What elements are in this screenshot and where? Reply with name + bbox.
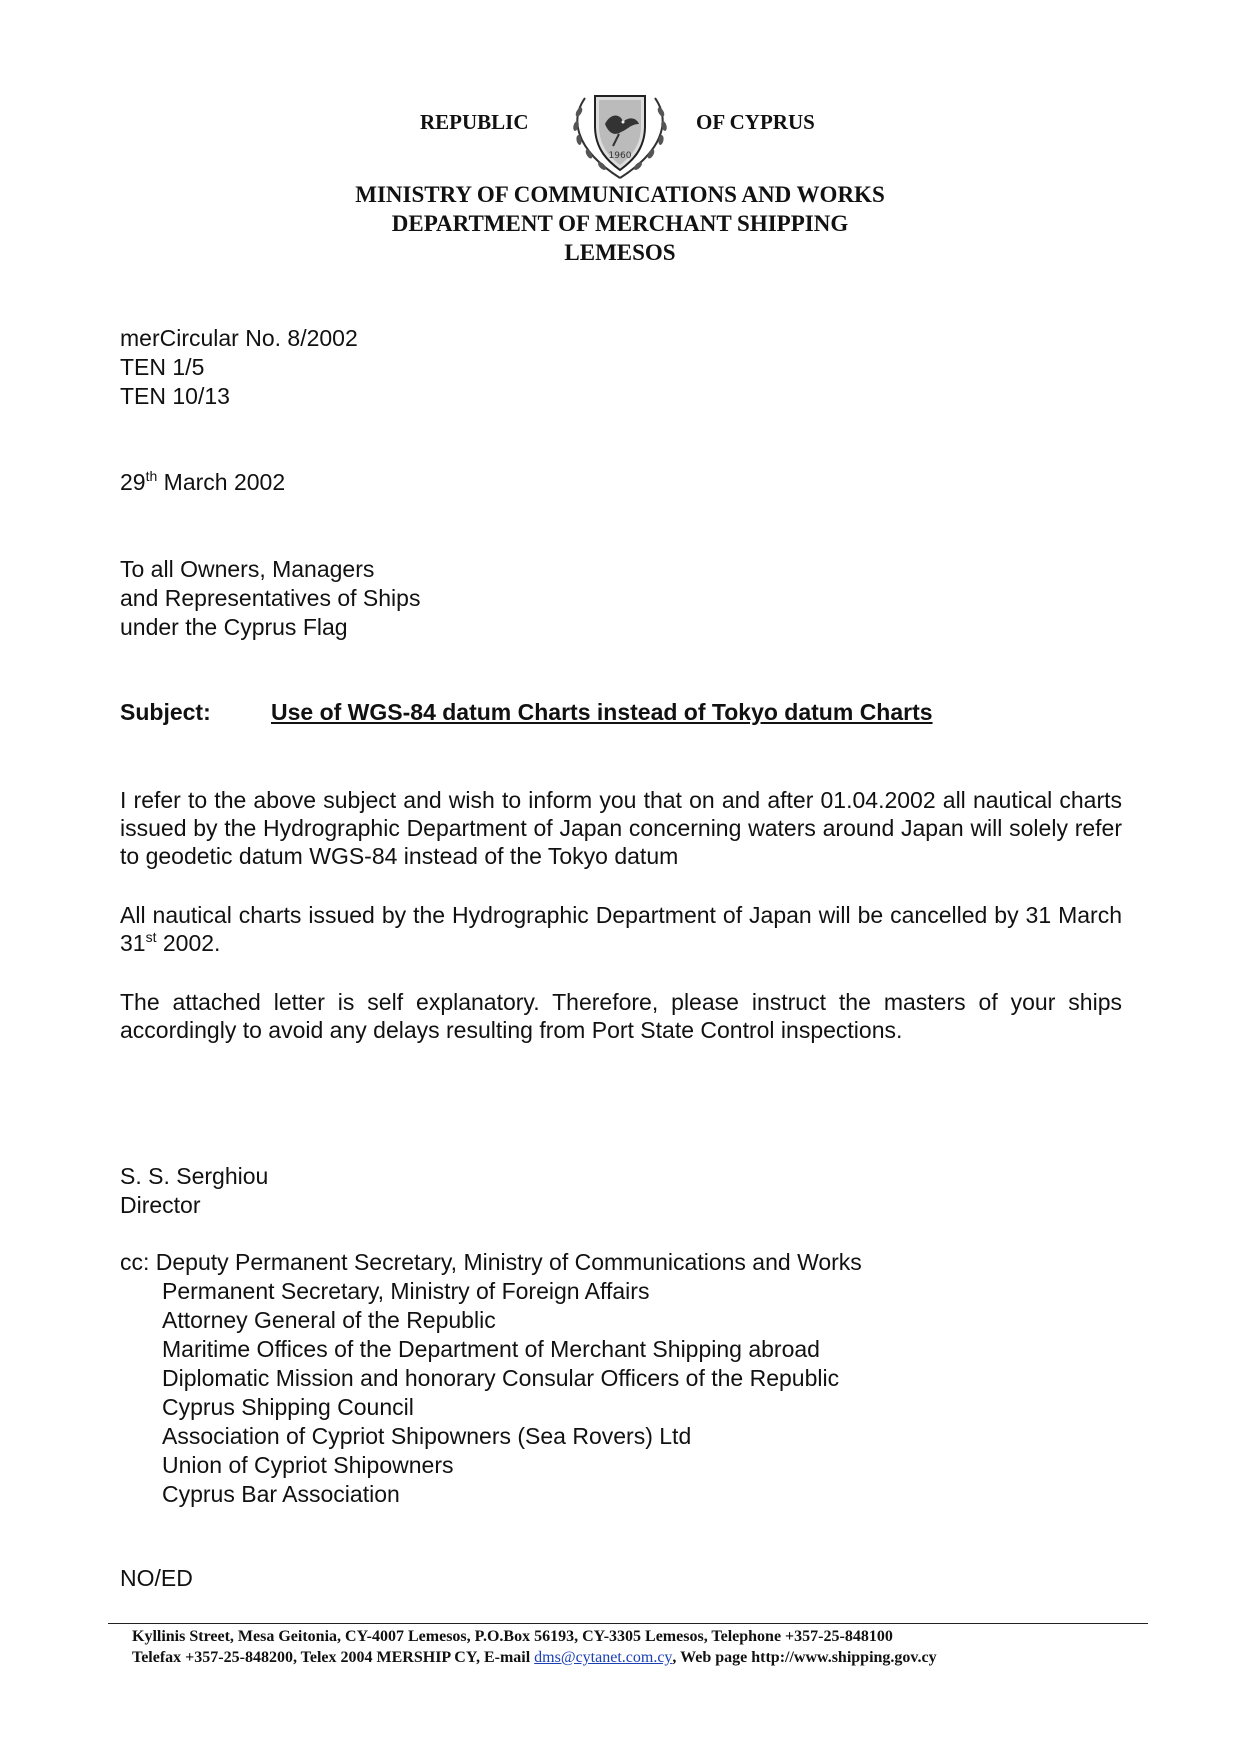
date-suffix: th (145, 468, 158, 484)
footer-address: Kyllinis Street, Mesa Geitonia, CY-4007 Lemesos, P.O.Box 56193, CY-3305 Lemesos, Telephone +357-25-848100 (132, 1628, 893, 1645)
signatory-name: S. S. Serghiou (120, 1163, 269, 1189)
cc-recipient: Cyprus Bar Association (162, 1481, 400, 1507)
cc-recipient: Cyprus Shipping Council (162, 1394, 414, 1420)
signatory-title: Director (120, 1192, 201, 1218)
subject-line (120, 699, 933, 726)
cc-recipient: Diplomatic Mission and honorary Consular Officers of the Republic (162, 1365, 840, 1391)
footer-telefax: Telefax +357-25-848200, Telex 2004 MERSHIP CY, E-mail (132, 1649, 535, 1666)
cc-recipient: Association of Cypriot Shipowners (Sea Rovers) Ltd (162, 1423, 692, 1449)
circular-number: merCircular No. 8/2002 (120, 325, 358, 351)
date-rest: March 2002 (157, 469, 286, 495)
ministry-heading (0, 180, 1240, 267)
body-paragraph-1: I refer to the above subject and wish to inform you that on and after 01.04.2002 all nautical charts issued by the Hydrographic Department of Japan concerning waters around Japan will solely refer to geodetic datum WGS-84 instead of the Tokyo datum (120, 787, 1122, 869)
cc-list (120, 1248, 862, 1509)
paragraph-2-text: All nautical charts issued by the Hydrographic Department of Japan will be cancelled by 31 March 31 (120, 902, 1122, 956)
addressee-line: and Representatives of Ships (120, 585, 421, 611)
ten-reference-2: TEN 10/13 (120, 383, 230, 409)
subject-text: Use of WGS-84 datum Charts instead of Tokyo datum Charts (271, 699, 933, 725)
reference-initials: NO/ED (120, 1565, 193, 1591)
letterhead (0, 70, 1240, 180)
body-paragraph-2 (120, 901, 1122, 957)
footer-webpage: , Web page http://www.shipping.gov.cy (672, 1649, 937, 1666)
addressee-line: under the Cyprus Flag (120, 614, 348, 640)
addressee-line: To all Owners, Managers (120, 556, 375, 582)
city-name: LEMESOS (564, 240, 676, 265)
subject-label: Subject: (120, 699, 211, 725)
cc-recipient: Union of Cypriot Shipowners (162, 1452, 454, 1478)
coat-of-arms-icon (565, 78, 675, 183)
date-day: 29 (120, 469, 146, 495)
footer-contact-line (132, 1647, 937, 1668)
header-of-cyprus: OF CYPRUS (696, 110, 815, 134)
reference-block (120, 324, 358, 411)
cc-recipient: Permanent Secretary, Ministry of Foreign Affairs (162, 1278, 650, 1304)
ministry-name: MINISTRY OF COMMUNICATIONS AND WORKS (355, 182, 885, 207)
footer-divider (108, 1623, 1148, 1624)
cc-recipient: Maritime Offices of the Department of Merchant Shipping abroad (162, 1336, 820, 1362)
ten-reference-1: TEN 1/5 (120, 354, 205, 380)
signature-block (120, 1162, 268, 1220)
header-republic: REPUBLIC (420, 110, 529, 134)
email-link[interactable]: dms@cytanet.com.cy (534, 1649, 673, 1666)
svg-text:1960: 1960 (608, 151, 632, 161)
letter-date (120, 468, 285, 497)
body-paragraph-3: The attached letter is self explanatory. Therefore, please instruct the masters of your ships accordingly to avoid any delays resulting from Port State Control inspections. (120, 989, 1122, 1043)
paragraph-2-end: 2002. (156, 930, 221, 956)
cc-first-recipient: cc: Deputy Permanent Secretary, Ministry of Communications and Works (120, 1249, 862, 1275)
paragraph-2-suffix: st (145, 929, 157, 945)
cc-recipient: Attorney General of the Republic (162, 1307, 496, 1333)
addressee-block (120, 555, 420, 642)
footer-contact (132, 1626, 937, 1668)
department-name: DEPARTMENT OF MERCHANT SHIPPING (391, 211, 849, 236)
